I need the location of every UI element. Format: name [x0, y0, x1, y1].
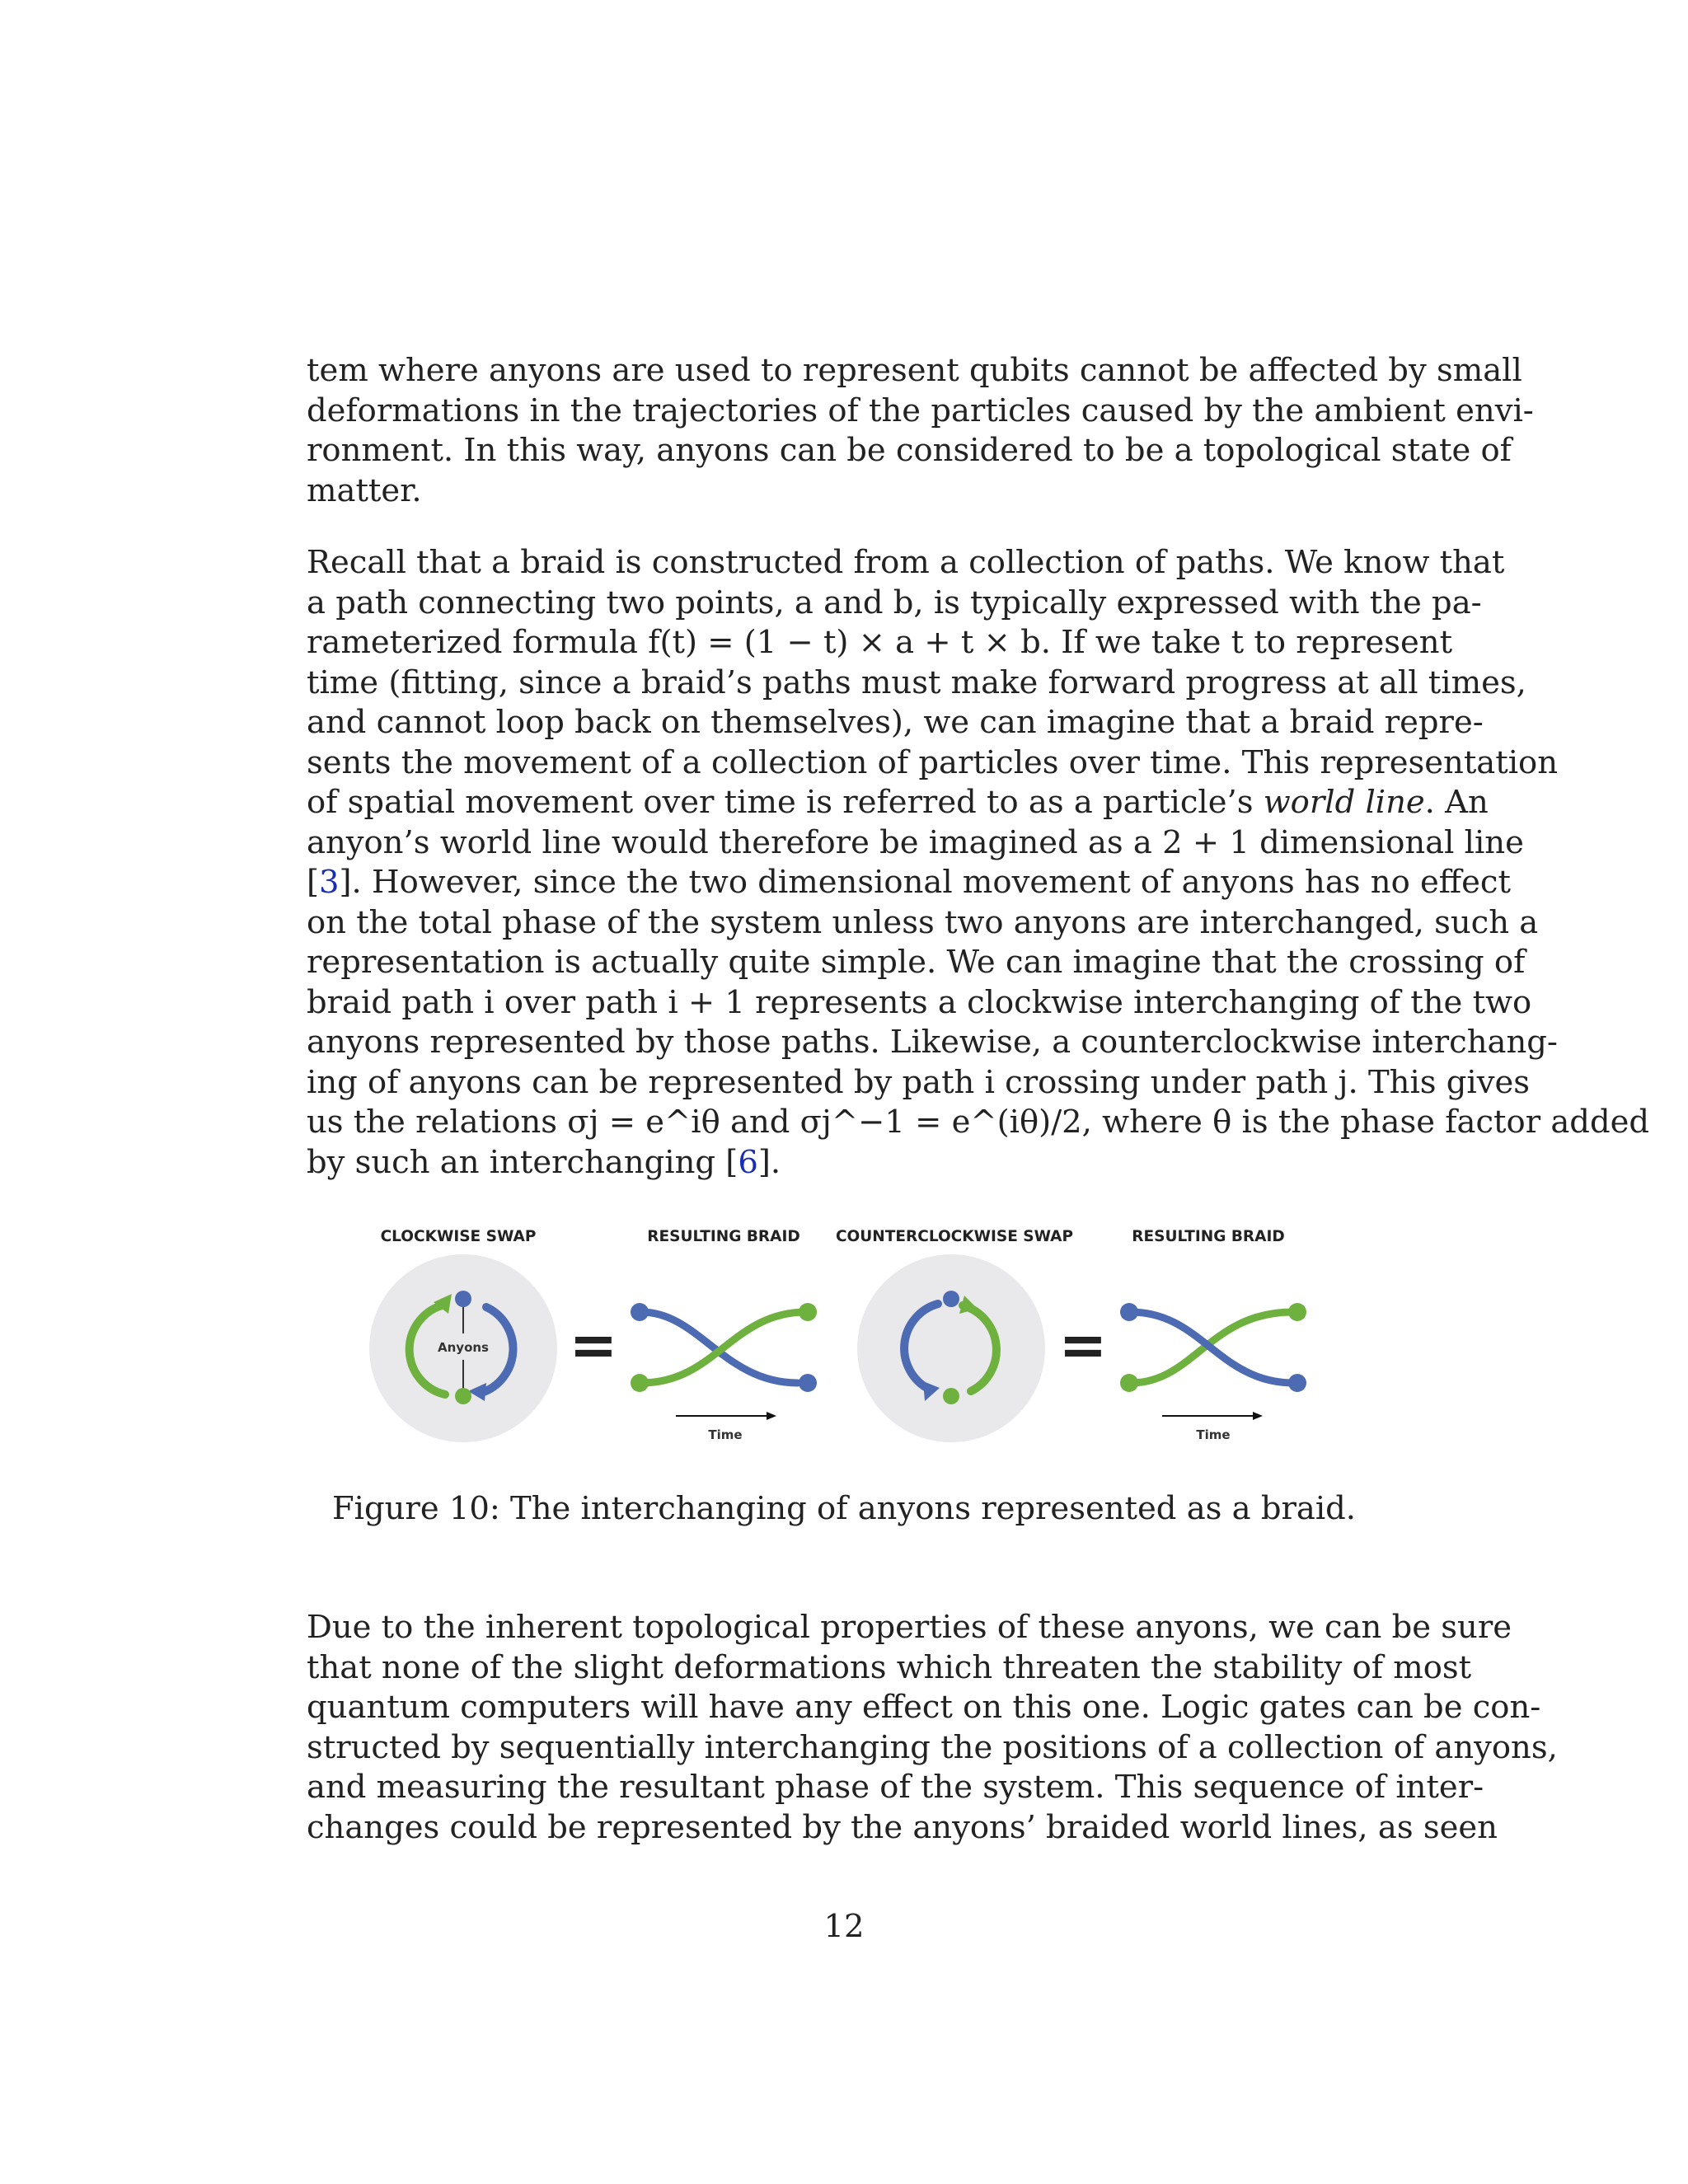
- blue-anyon: [1288, 1374, 1306, 1392]
- text-line: on the total phase of the system unless two anyons are interchanged, such a: [307, 903, 1539, 941]
- text-line: tem where anyons are used to represent qubits cannot be affected by small: [307, 352, 1522, 389]
- text-line: deformations in the trajectories of the particles caused by the ambient envi-: [307, 391, 1534, 429]
- text-line: [307, 783, 1489, 823]
- citation-link[interactable]: 3: [319, 864, 340, 901]
- text-line: Due to the inherent topological properties of these anyons, we can be sure: [307, 1609, 1512, 1646]
- text-run: ].: [757, 1143, 781, 1181]
- anyon-braid-figure: [369, 1218, 1317, 1457]
- blue-anyon: [799, 1374, 817, 1392]
- text-line: Recall that a braid is constructed from a collection of paths. We know that: [307, 544, 1505, 581]
- text-run: [: [307, 864, 320, 901]
- text-line: representation is actually quite simple. We can imagine that the crossing of: [307, 944, 1526, 981]
- green-anyon: [631, 1374, 649, 1392]
- time-arrowhead: [1253, 1412, 1263, 1420]
- text-line: us the relations σj = e^iθ and σj^−1 = e^(iθ)/2, where θ is the phase factor added: [307, 1104, 1650, 1141]
- time-label: Time: [708, 1427, 743, 1442]
- counterclockwise-swap-diagram: [857, 1254, 1045, 1442]
- text-line: matter.: [307, 471, 422, 509]
- page-number: 12: [823, 1908, 865, 1945]
- figure-caption: Figure 10: The interchanging of anyons represented as a braid.: [331, 1490, 1357, 1527]
- green-anyon: [1288, 1303, 1306, 1321]
- text-line: that none of the slight deformations which threaten the stability of most: [307, 1648, 1472, 1686]
- text-run: ]. However, since the two dimensional movement of anyons has no effect: [339, 864, 1511, 901]
- blue-anyon: [1120, 1303, 1138, 1321]
- blue-anyon: [631, 1303, 649, 1321]
- text-run: . An: [1424, 784, 1489, 821]
- equals-sign: =: [1058, 1311, 1108, 1379]
- green-anyon: [799, 1303, 817, 1321]
- text-run: of spatial movement over time is referred to as a particle’s: [307, 784, 1264, 821]
- label-resulting-braid-1: RESULTING BRAID: [647, 1228, 800, 1245]
- label-counterclockwise-swap: COUNTERCLOCKWISE SWAP: [835, 1228, 1074, 1245]
- blue-anyon: [943, 1291, 959, 1307]
- blue-anyon: [455, 1291, 471, 1307]
- paragraph-1: [307, 351, 1534, 511]
- text-line: rameterized formula f(t) = (1 − t) × a + t × b. If we take t to represent: [307, 624, 1453, 661]
- world-line-term: world line: [1263, 784, 1425, 821]
- paragraph-2: [307, 543, 1650, 1183]
- text-line: ing of anyons can be represented by path i crossing under path j. This gives: [307, 1063, 1530, 1101]
- green-strand: [641, 1312, 806, 1383]
- label-clockwise-swap: CLOCKWISE SWAP: [380, 1228, 537, 1245]
- time-arrowhead: [767, 1412, 776, 1420]
- green-anyon: [455, 1388, 471, 1404]
- swap-circle-bg: [857, 1254, 1045, 1442]
- text-line: [307, 1143, 1378, 1183]
- green-anyon: [943, 1388, 959, 1404]
- equals-sign: =: [569, 1311, 618, 1379]
- text-line: structed by sequentially interchanging the positions of a collection of anyons,: [307, 1728, 1558, 1766]
- blue-strand: [1131, 1312, 1294, 1383]
- label-resulting-braid-2: RESULTING BRAID: [1132, 1228, 1285, 1245]
- resulting-braid-2: [1120, 1303, 1306, 1442]
- text-line: quantum computers will have any effect on this one. Logic gates can be con-: [307, 1689, 1541, 1726]
- text-line: [307, 863, 1511, 903]
- time-label: Time: [1196, 1427, 1231, 1442]
- citation-link[interactable]: 6: [738, 1143, 758, 1181]
- text-line: anyons represented by those paths. Likewise, a counterclockwise interchang-: [307, 1024, 1558, 1061]
- text-run: by such an interchanging [: [307, 1143, 738, 1181]
- anyons-label: Anyons: [438, 1340, 489, 1355]
- text-line: anyon’s world line would therefore be imagined as a 2 + 1 dimensional line: [307, 823, 1524, 861]
- text-line: sents the movement of a collection of particles over time. This representation: [307, 743, 1559, 781]
- text-line: braid path i over path i + 1 represents a clockwise interchanging of the two: [307, 983, 1532, 1021]
- text-line: and cannot loop back on themselves), we can imagine that a braid repre-: [307, 704, 1484, 741]
- text-line: a path connecting two points, a and b, is typically expressed with the pa-: [307, 583, 1482, 621]
- paragraph-3: [307, 1608, 1558, 1848]
- resulting-braid-1: [631, 1303, 817, 1442]
- text-line: changes could be represented by the anyons’ braided world lines, as seen: [307, 1808, 1498, 1846]
- green-anyon: [1120, 1374, 1138, 1392]
- text-line: and measuring the resultant phase of the system. This sequence of inter-: [307, 1769, 1484, 1806]
- clockwise-swap-diagram: [369, 1254, 557, 1442]
- text-line: time (fitting, since a braid’s paths must make forward progress at all times,: [307, 663, 1526, 701]
- text-line: ronment. In this way, anyons can be considered to be a topological state of: [307, 432, 1512, 469]
